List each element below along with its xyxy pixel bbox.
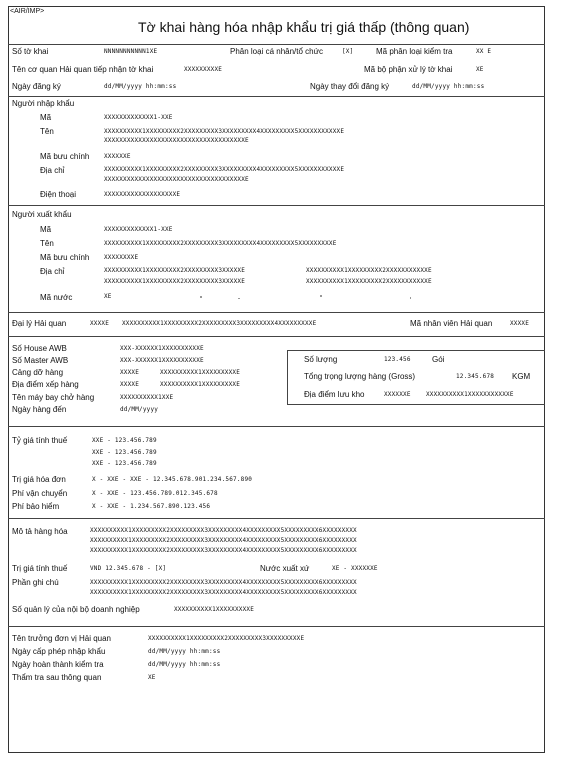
scan-speck bbox=[410, 297, 411, 299]
exporter-ten-value: XXXXXXXXXX1XXXXXXXXX2XXXXXXXXX3XXXXXXXXX4XXXXXXXXX5XXXXXXXXXE bbox=[104, 240, 337, 247]
ngay-cap-phep-value: dd/MM/yyyy hh:mm:ss bbox=[148, 648, 221, 655]
divider bbox=[8, 626, 545, 627]
ten-truong-label: Tên trưởng đơn vị Hải quan bbox=[12, 634, 112, 643]
ma-phan-loai-value: XX E bbox=[476, 48, 492, 55]
importer-ma-label: Mã bbox=[40, 113, 52, 122]
scan-speck bbox=[320, 295, 322, 297]
ngay-thay-doi-value: dd/MM/yyyy hh:mm:ss bbox=[412, 83, 485, 90]
master-awb-label: Số Master AWB bbox=[12, 356, 69, 365]
importer-dien-thoai-label: Điện thoại bbox=[40, 190, 77, 199]
dia-diem-xep-value: XXXXXXXXXX1XXXXXXXXXE bbox=[160, 381, 241, 388]
mo-ta-line-2: XXXXXXXXXX1XXXXXXXXX2XXXXXXXXX3XXXXXXXXX4XXXXXXXXX5XXXXXXXXX6XXXXXXXXX bbox=[90, 537, 357, 544]
so-luong-unit: Gói bbox=[432, 355, 445, 364]
ma-phan-loai-label: Mã phân loại kiểm tra bbox=[376, 47, 453, 56]
importer-ten-label: Tên bbox=[40, 127, 54, 136]
divider bbox=[8, 426, 545, 427]
ngay-hoan-thanh-label: Ngày hoàn thành kiểm tra bbox=[12, 660, 104, 669]
importer-ten-line2: XXXXXXXXXXXXXXXXXXXXXXXXXXXXXXXXXXXXXE bbox=[104, 137, 249, 144]
tinh-thue-label: Trị giá tính thuế bbox=[12, 564, 68, 573]
divider bbox=[287, 350, 288, 404]
so-to-khai-value: NNNNNNNNNNN1XE bbox=[104, 48, 158, 55]
ngay-thay-doi-label: Ngày thay đổi đăng ký bbox=[310, 82, 390, 91]
trong-luong-unit: KGM bbox=[512, 372, 531, 381]
so-luong-value: 123.456 bbox=[384, 356, 411, 363]
importer-dien-thoai-value: XXXXXXXXXXXXXXXXXXXE bbox=[104, 191, 181, 198]
importer-dia-chi-line1: XXXXXXXXXX1XXXXXXXXX2XXXXXXXXX3XXXXXXXXX4XXXXXXXXX5XXXXXXXXXXXE bbox=[104, 166, 345, 173]
phan-ghi-chu-line-2: XXXXXXXXXX1XXXXXXXXX2XXXXXXXXX3XXXXXXXXX4XXXXXXXXX5XXXXXXXXX6XXXXXXXXX bbox=[90, 589, 357, 596]
divider bbox=[8, 336, 545, 337]
phi-van-chuyen-value: X - XXE - 123.456.789.012.345.678 bbox=[92, 490, 218, 497]
importer-ma-buu-chinh-value: XXXXXXE bbox=[104, 153, 131, 160]
exporter-dia-chi-line2a: XXXXXXXXXX1XXXXXXXXX2XXXXXXXXX3XXXXXE bbox=[104, 278, 246, 285]
dia-diem-luu-code: XXXXXXE bbox=[384, 391, 411, 398]
co-quan-label: Tên cơ quan Hải quan tiếp nhận tờ khai bbox=[12, 65, 154, 74]
ma-bo-phan-value: XE bbox=[476, 66, 484, 73]
nuoc-xuat-xu-label: Nước xuất xứ bbox=[260, 564, 310, 573]
importer-dia-chi-label: Địa chỉ bbox=[40, 166, 65, 175]
exporter-ma-nuoc-label: Mã nước bbox=[40, 293, 73, 302]
importer-dia-chi-line2: XXXXXXXXXXXXXXXXXXXXXXXXXXXXXXXXXXXXXE bbox=[104, 176, 249, 183]
ma-bo-phan-label: Mã bộ phận xử lý tờ khai bbox=[364, 65, 453, 74]
house-awb-value: XXX-XXXXXX1XXXXXXXXXXE bbox=[120, 345, 204, 352]
mo-ta-line-1: XXXXXXXXXX1XXXXXXXXX2XXXXXXXXX3XXXXXXXXX4XXXXXXXXX5XXXXXXXXX6XXXXXXXXX bbox=[90, 527, 357, 534]
page-title: Tờ khai hàng hóa nhập khẩu trị giá thấp (thông quan) bbox=[138, 19, 470, 35]
ma-nhan-vien-label: Mã nhân viên Hải quan bbox=[410, 319, 493, 328]
ngay-dang-ky-value: dd/MM/yyyy hh:mm:ss bbox=[104, 83, 177, 90]
tham-tra-label: Thẩm tra sau thông quan bbox=[12, 673, 102, 682]
ngay-hoan-thanh-value: dd/MM/yyyy hh:mm:ss bbox=[148, 661, 221, 668]
ngay-dang-ky-label: Ngày đăng ký bbox=[12, 82, 61, 91]
dai-ly-label: Đại lý Hải quan bbox=[12, 319, 67, 328]
importer-section-label: Người nhập khẩu bbox=[12, 99, 75, 108]
divider bbox=[287, 404, 545, 405]
tri-gia-value: X - XXE - XXE - 12.345.678.901.234.567.890 bbox=[92, 476, 253, 483]
exporter-dia-chi-line2b: XXXXXXXXXX1XXXXXXXXX2XXXXXXXXXXXE bbox=[306, 278, 432, 285]
exporter-dia-chi-line1b: XXXXXXXXXX1XXXXXXXXX2XXXXXXXXXXXE bbox=[306, 267, 432, 274]
ngay-cap-phep-label: Ngày cấp phép nhập khẩu bbox=[12, 647, 106, 656]
ngay-den-value: dd/MM/yyyy bbox=[120, 406, 159, 413]
exporter-ma-label: Mã bbox=[40, 225, 52, 234]
phan-loai-value: [X] bbox=[342, 48, 354, 55]
divider bbox=[287, 350, 545, 351]
divider bbox=[8, 312, 545, 313]
divider bbox=[8, 44, 545, 45]
trong-luong-label: Tổng trọng lượng hàng (Gross) bbox=[304, 372, 416, 381]
importer-ten-line1: XXXXXXXXXX1XXXXXXXXX2XXXXXXXXX3XXXXXXXXX4XXXXXXXXX5XXXXXXXXXXXE bbox=[104, 128, 345, 135]
dia-diem-xep-label: Địa điểm xếp hàng bbox=[12, 380, 79, 389]
exporter-section-label: Người xuất khẩu bbox=[12, 210, 72, 219]
nuoc-xuat-xu-value: XE - XXXXXXE bbox=[332, 565, 378, 572]
trong-luong-value: 12.345.678 bbox=[456, 373, 495, 380]
tri-gia-label: Trị giá hóa đơn bbox=[12, 475, 66, 484]
divider bbox=[8, 518, 545, 519]
master-awb-value: XXX-XXXXXX1XXXXXXXXXXE bbox=[120, 357, 204, 364]
phan-ghi-chu-label: Phần ghi chú bbox=[12, 578, 59, 587]
mo-ta-label: Mô tả hàng hóa bbox=[12, 527, 68, 536]
mo-ta-line-3: XXXXXXXXXX1XXXXXXXXX2XXXXXXXXX3XXXXXXXXX4XXXXXXXXX5XXXXXXXXX6XXXXXXXXX bbox=[90, 547, 357, 554]
ty-gia-row-3: XXE - 123.456.789 bbox=[92, 460, 157, 467]
exporter-ma-buu-chinh-label: Mã bưu chính bbox=[40, 253, 90, 262]
ngay-den-label: Ngày hàng đến bbox=[12, 405, 67, 414]
may-bay-label: Tên máy bay chở hàng bbox=[12, 393, 95, 402]
so-quan-ly-label: Số quản lý của nội bộ doanh nghiệp bbox=[12, 605, 140, 614]
phi-bao-hiem-value: X - XXE - 1.234.567.890.123.456 bbox=[92, 503, 211, 510]
divider bbox=[8, 205, 545, 206]
may-bay-value: XXXXXXXXXX1XXE bbox=[120, 394, 174, 401]
exporter-dia-chi-line1a: XXXXXXXXXX1XXXXXXXXX2XXXXXXXXX3XXXXXE bbox=[104, 267, 246, 274]
ma-nhan-vien-value: XXXXE bbox=[510, 320, 530, 327]
so-to-khai-label: Số tờ khai bbox=[12, 47, 49, 56]
dai-ly-value: XXXXXXXXXX1XXXXXXXXX2XXXXXXXXX3XXXXXXXXX4XXXXXXXXXE bbox=[122, 320, 317, 327]
exporter-ten-label: Tên bbox=[40, 239, 54, 248]
exporter-ma-nuoc-value: XE bbox=[104, 293, 112, 300]
exporter-ma-buu-chinh-value: XXXXXXXXE bbox=[104, 254, 139, 261]
phi-bao-hiem-label: Phí bảo hiểm bbox=[12, 502, 60, 511]
phi-van-chuyen-label: Phí vận chuyển bbox=[12, 489, 68, 498]
divider bbox=[8, 96, 545, 97]
ty-gia-label: Tỷ giá tính thuế bbox=[12, 436, 68, 445]
dia-diem-xep-code: XXXXE bbox=[120, 381, 140, 388]
ten-truong-value: XXXXXXXXXX1XXXXXXXXX2XXXXXXXXX3XXXXXXXXXE bbox=[148, 635, 305, 642]
house-awb-label: Số House AWB bbox=[12, 344, 67, 353]
doc-type-tag: <AIR/IMP> bbox=[10, 8, 45, 15]
so-quan-ly-value: XXXXXXXXXX1XXXXXXXXXE bbox=[174, 606, 255, 613]
co-quan-value: XXXXXXXXXE bbox=[184, 66, 223, 73]
exporter-ma-value: XXXXXXXXXXXXX1-XXE bbox=[104, 226, 173, 233]
cang-do-value: XXXXXXXXXX1XXXXXXXXXE bbox=[160, 369, 241, 376]
dia-diem-luu-label: Địa điểm lưu kho bbox=[304, 390, 365, 399]
scan-speck bbox=[200, 296, 202, 298]
ty-gia-row-1: XXE - 123.456.789 bbox=[92, 437, 157, 444]
cang-do-code: XXXXE bbox=[120, 369, 140, 376]
importer-ma-buu-chinh-label: Mã bưu chính bbox=[40, 152, 90, 161]
phan-loai-label: Phân loại cá nhân/tổ chức bbox=[230, 47, 323, 56]
scan-speck bbox=[238, 298, 240, 299]
dia-diem-luu-value: XXXXXXXXXX1XXXXXXXXXXXE bbox=[426, 391, 514, 398]
importer-ma-value: XXXXXXXXXXXXX1-XXE bbox=[104, 114, 173, 121]
ty-gia-row-2: XXE - 123.456.789 bbox=[92, 449, 157, 456]
cang-do-label: Cảng dỡ hàng bbox=[12, 368, 64, 377]
so-luong-label: Số lượng bbox=[304, 355, 338, 364]
tham-tra-value: XE bbox=[148, 674, 156, 681]
exporter-dia-chi-label: Địa chỉ bbox=[40, 267, 65, 276]
phan-ghi-chu-line-1: XXXXXXXXXX1XXXXXXXXX2XXXXXXXXX3XXXXXXXXX4XXXXXXXXX5XXXXXXXXX6XXXXXXXXX bbox=[90, 579, 357, 586]
dai-ly-code: XXXXE bbox=[90, 320, 110, 327]
tinh-thue-value: VND 12.345.678 - [X] bbox=[90, 565, 167, 572]
